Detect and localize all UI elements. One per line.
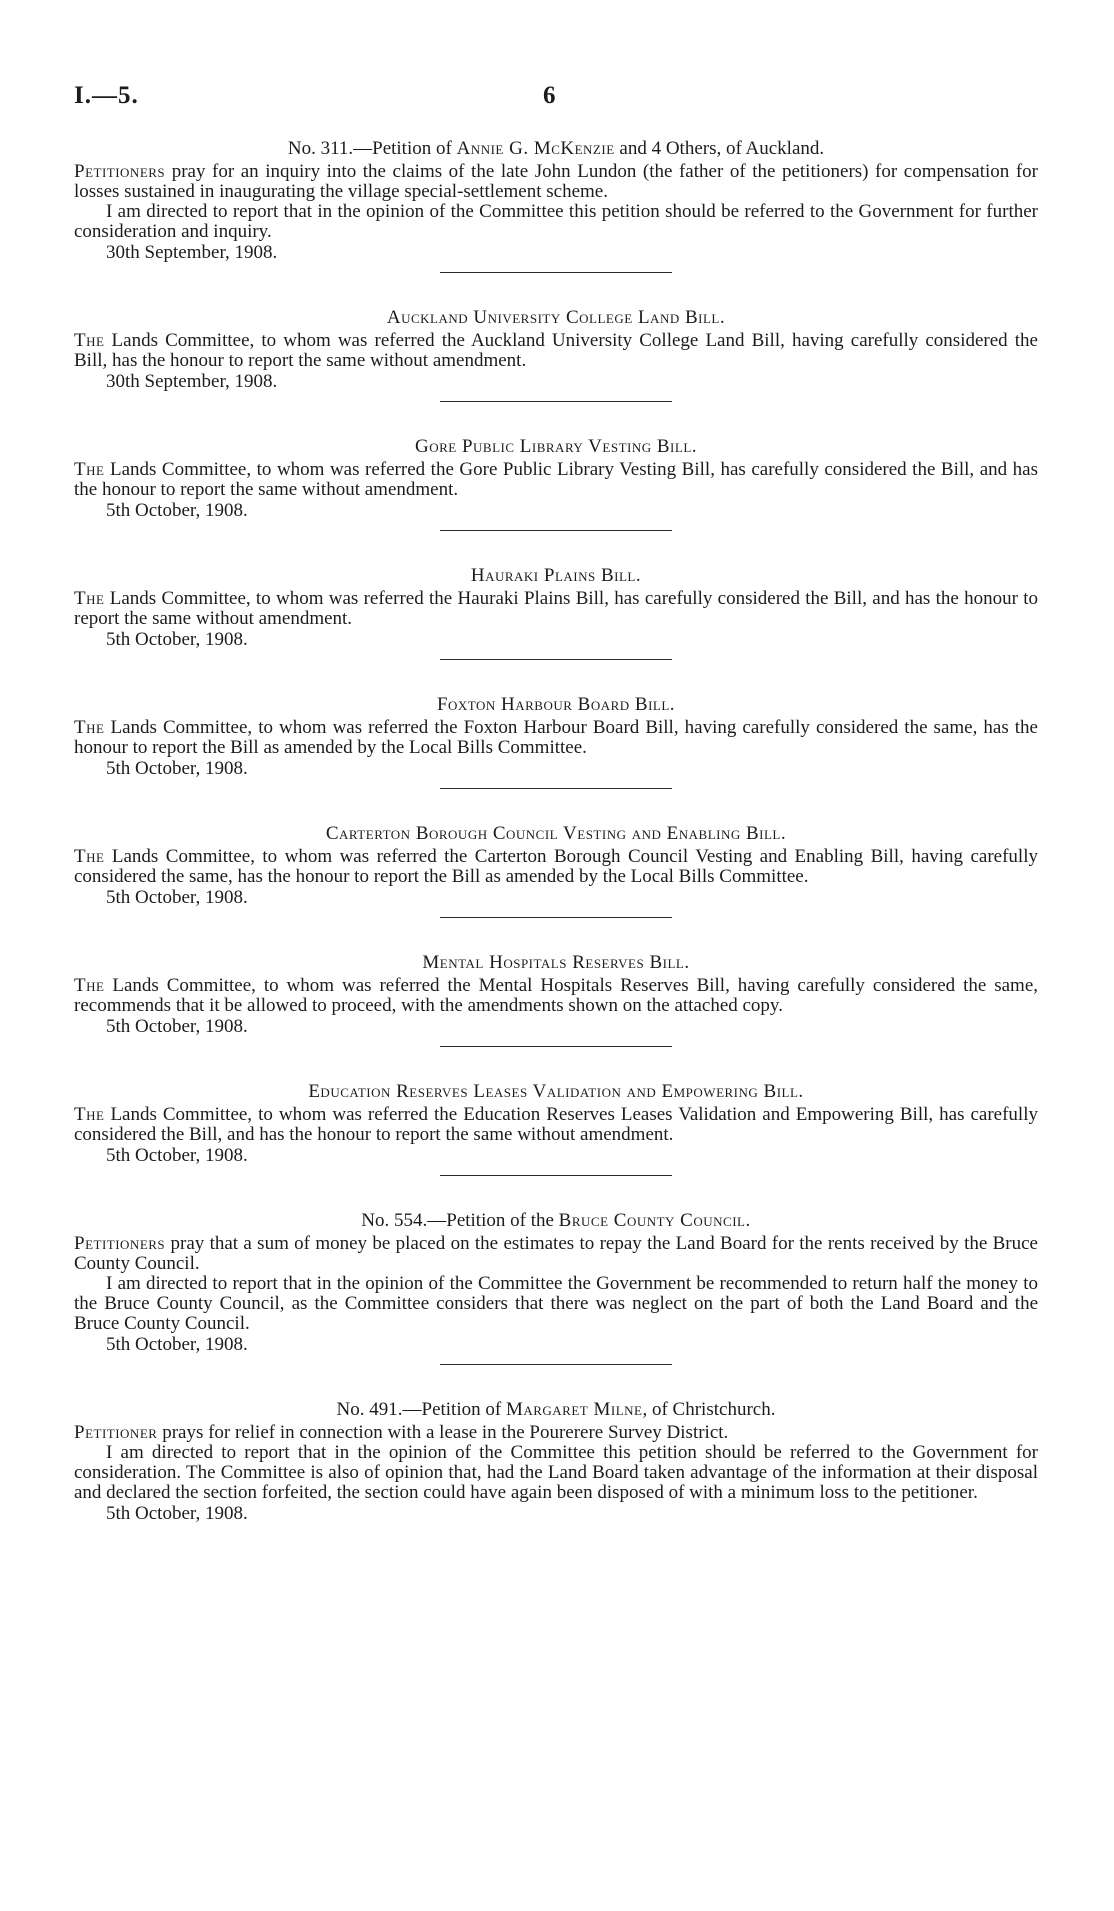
page-header <box>74 82 1038 112</box>
section-mental-hospitals-reserves-bill <box>74 952 1038 1047</box>
section-report-paragraph: I am directed to report that in the opinion of the Committee this petition should be referred to the Government for consideration. The Committee is also of opinion that, had the Land Board taken advantage of the information at their disposal and declared the section forfeited, the section could have again been disposed of with a minimum loss to the petitioner. <box>74 1442 1038 1503</box>
section-date: 5th October, 1908. <box>106 1145 248 1166</box>
section-date: 5th October, 1908. <box>106 887 248 908</box>
section-title: No. 311.—Petition of Annie G. McKenzie and 4 Others, of Auckland. <box>287 138 825 159</box>
section-date: 30th September, 1908. <box>106 371 278 392</box>
section-foxton-harbour-board-bill <box>74 694 1038 789</box>
section-title: Auckland University College Land Bill. <box>386 307 726 328</box>
section-date: 5th October, 1908. <box>106 1334 248 1355</box>
section-education-reserves-leases-bill <box>74 1081 1038 1176</box>
section-auckland-university-college-land-bill <box>74 307 1038 402</box>
section-title: Carterton Borough Council Vesting and Enabling Bill. <box>325 823 787 844</box>
section-paragraph: Petitioners pray for an inquiry into the claims of the late John Lundon (the father of the petitioners) for compensation for losses sustained in inaugurating the village special-settlement scheme. <box>74 161 1038 202</box>
section-petition-491 <box>74 1399 1038 1524</box>
section-title: Gore Public Library Vesting Bill. <box>414 436 698 457</box>
petitioner-name: Annie G. McKenzie <box>456 138 615 159</box>
section-divider <box>440 1175 672 1176</box>
paper-reference: I.—5. <box>74 82 139 109</box>
section-divider <box>440 272 672 273</box>
section-title: Foxton Harbour Board Bill. <box>436 694 676 715</box>
section-divider <box>440 788 672 789</box>
section-divider <box>440 401 672 402</box>
section-title: No. 554.—Petition of the Bruce County Council. <box>361 1210 751 1231</box>
section-date: 30th September, 1908. <box>106 242 278 263</box>
section-report-paragraph: I am directed to report that in the opinion of the Committee this petition should be referred to the Government for further consideration and inquiry. <box>74 201 1038 242</box>
section-divider <box>440 1046 672 1047</box>
section-divider <box>440 530 672 531</box>
section-paragraph: The Lands Committee, to whom was referred the Auckland University College Land Bill, having carefully considered the Bill, has the honour to report the same without amendment. <box>74 330 1038 371</box>
section-divider <box>440 917 672 918</box>
section-paragraph: The Lands Committee, to whom was referred the Education Reserves Leases Validation and Empowering Bill, has carefully considered the Bill, and has the honour to report the same without amendment. <box>74 1104 1038 1145</box>
section-title: Hauraki Plains Bill. <box>470 565 642 586</box>
page-number: 6 <box>543 82 556 109</box>
petitioner-name: Margaret Milne <box>505 1399 643 1420</box>
section-paragraph: The Lands Committee, to whom was referred the Hauraki Plains Bill, has carefully considered the Bill, and has the honour to report the same without amendment. <box>74 588 1038 629</box>
section-title: Education Reserves Leases Validation and Empowering Bill. <box>308 1081 804 1102</box>
section-paragraph: Petitioners pray that a sum of money be placed on the estimates to repay the Land Board for the rents received by the Bruce County Council. <box>74 1233 1038 1274</box>
section-petition-554 <box>74 1210 1038 1365</box>
section-report-paragraph: I am directed to report that in the opinion of the Committee the Government be recommended to return half the money to the Bruce County Council, as the Committee considers that there was neglect on the part of both the Land Board and the Bruce County Council. <box>74 1273 1038 1334</box>
section-paragraph: Petitioner prays for relief in connection with a lease in the Pourerere Survey District. <box>74 1422 729 1443</box>
section-hauraki-plains-bill <box>74 565 1038 660</box>
section-date: 5th October, 1908. <box>106 758 248 779</box>
section-paragraph: The Lands Committee, to whom was referred the Carterton Borough Council Vesting and Enabling Bill, having carefully considered the same, has the honour to report the Bill as amended by the Local Bills Committee. <box>74 846 1038 887</box>
section-title: Mental Hospitals Reserves Bill. <box>422 952 690 973</box>
document-body <box>74 138 1038 1524</box>
section-divider <box>440 1364 672 1365</box>
section-paragraph: The Lands Committee, to whom was referred the Foxton Harbour Board Bill, having carefully considered the same, has the honour to report the Bill as amended by the Local Bills Committee. <box>74 717 1038 758</box>
section-gore-public-library-vesting-bill <box>74 436 1038 531</box>
section-divider <box>440 659 672 660</box>
section-paragraph: The Lands Committee, to whom was referred the Mental Hospitals Reserves Bill, having carefully considered the same, recommends that it be allowed to proceed, with the amendments shown on the attached copy. <box>74 975 1038 1016</box>
section-title: No. 491.—Petition of Margaret Milne, of Christchurch. <box>336 1399 776 1420</box>
section-petition-311 <box>74 138 1038 273</box>
section-carterton-borough-council-bill <box>74 823 1038 918</box>
section-paragraph: The Lands Committee, to whom was referred the Gore Public Library Vesting Bill, has carefully considered the Bill, and has the honour to report the same without amendment. <box>74 459 1038 500</box>
section-date: 5th October, 1908. <box>106 500 248 521</box>
section-date: 5th October, 1908. <box>106 1016 248 1037</box>
section-date: 5th October, 1908. <box>106 1503 248 1524</box>
section-date: 5th October, 1908. <box>106 629 248 650</box>
petitioner-name: Bruce County Council. <box>558 1210 751 1231</box>
